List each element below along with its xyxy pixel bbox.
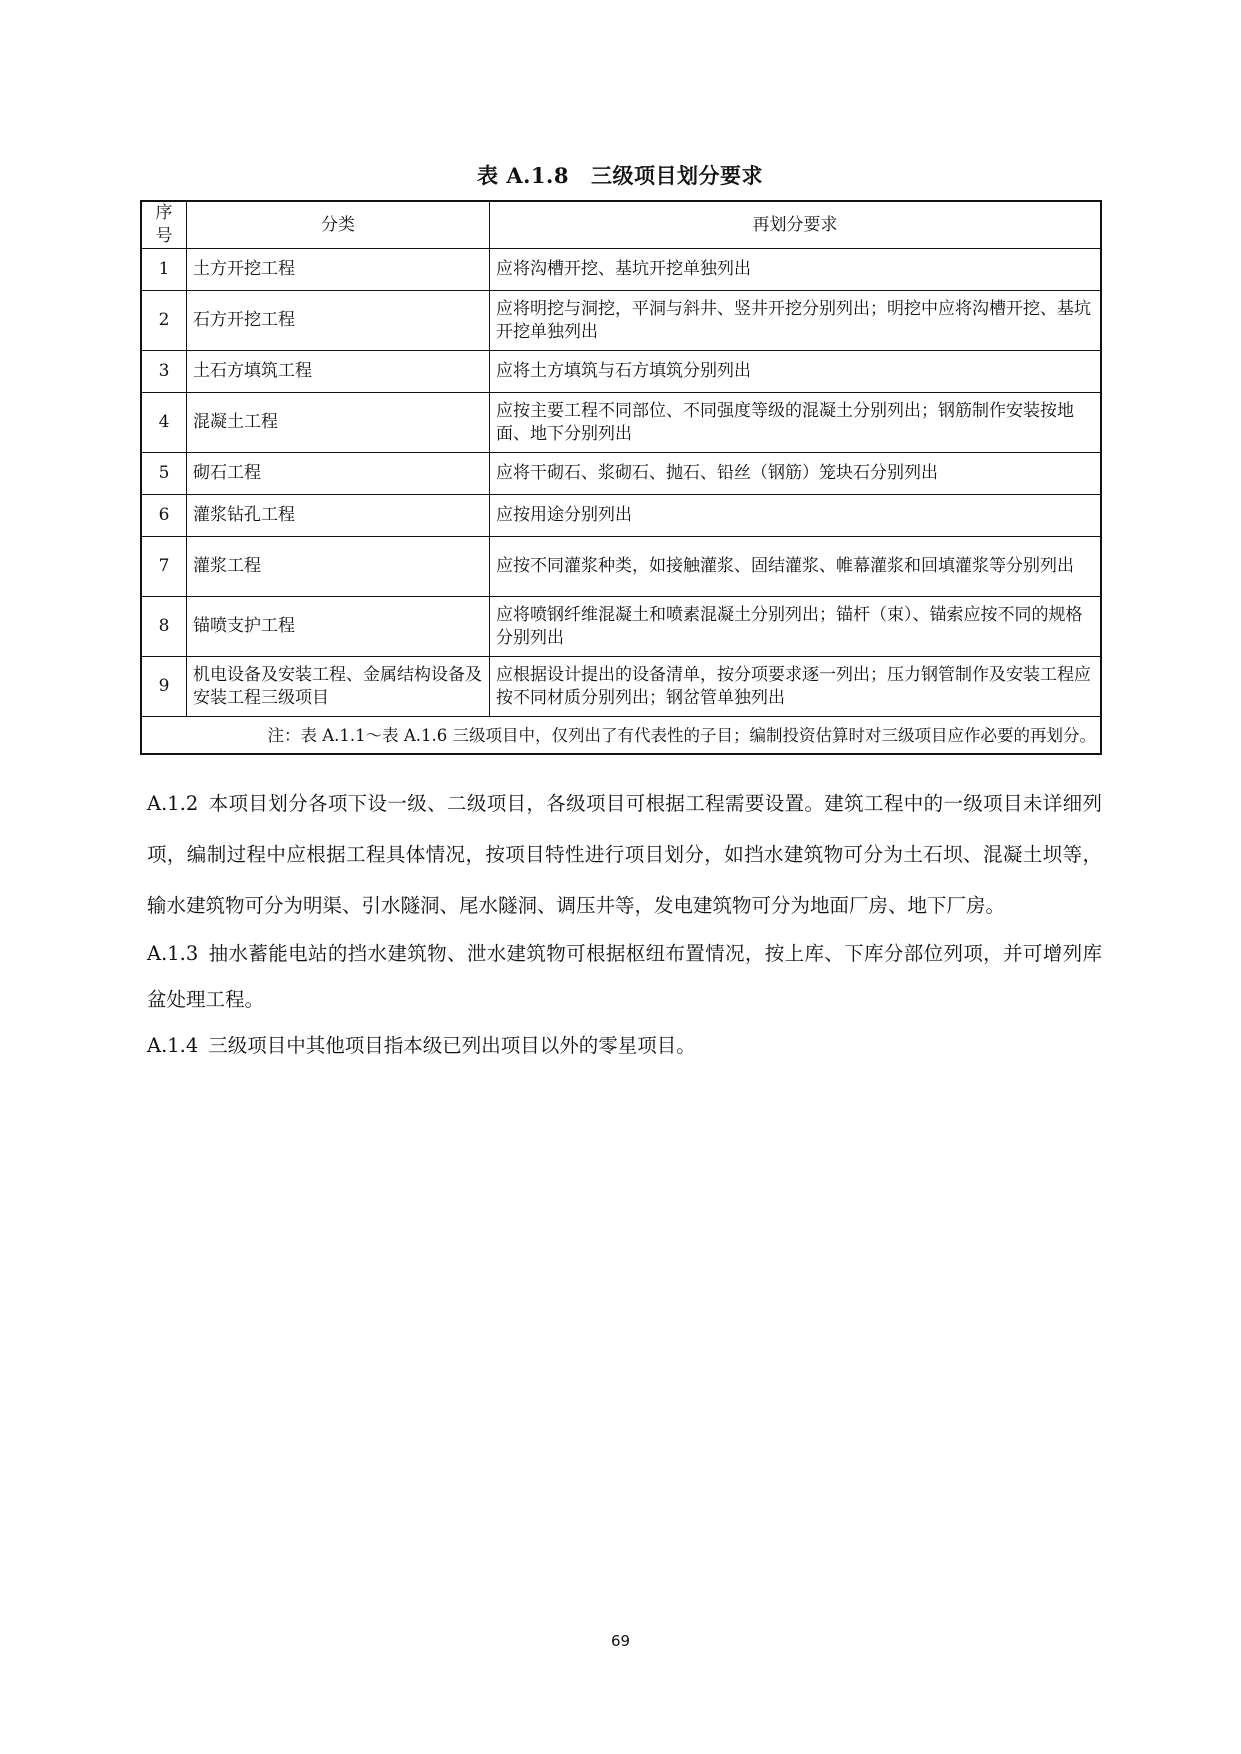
row-number: 5 — [141, 453, 187, 495]
row-number: 8 — [141, 597, 187, 657]
clause-number: A.1.4 — [147, 1034, 199, 1057]
page-number: 69 — [610, 1632, 631, 1650]
table-row — [141, 597, 1101, 657]
row-number: 6 — [141, 495, 187, 537]
row-category: 锚喷支护工程 — [187, 597, 490, 657]
row-number: 7 — [141, 537, 187, 597]
header-category: 分类 — [187, 201, 490, 249]
row-number: 1 — [141, 249, 187, 291]
table-header-row — [141, 201, 1101, 249]
row-category: 石方开挖工程 — [187, 291, 490, 351]
row-category: 砌石工程 — [187, 453, 490, 495]
row-requirement: 应将喷钢纤维混凝土和喷素混凝土分别列出；锚杆（束）、锚索应按不同的规格分别列出 — [490, 597, 1102, 657]
row-number: 2 — [141, 291, 187, 351]
paragraph — [147, 778, 1102, 931]
paragraph-text: 三级项目中其他项目指本级已列出项目以外的零星项目。 — [208, 1034, 696, 1057]
table-row — [141, 291, 1101, 351]
row-requirement: 应按用途分别列出 — [490, 495, 1102, 537]
row-category: 灌浆钻孔工程 — [187, 495, 490, 537]
row-requirement: 应将土方填筑与石方填筑分别列出 — [490, 351, 1102, 393]
clause-number: A.1.3 — [147, 942, 199, 965]
row-category: 混凝土工程 — [187, 393, 490, 453]
table-row — [141, 657, 1101, 717]
body-text — [147, 778, 1102, 1069]
table-title-text: 三级项目划分要求 — [590, 163, 763, 188]
table-row — [141, 351, 1101, 393]
row-requirement: 应将明挖与洞挖，平洞与斜井、竖井开挖分别列出；明挖中应将沟槽开挖、基坑开挖单独列出 — [490, 291, 1102, 351]
table-code: 表 A.1.8 — [477, 163, 569, 188]
row-requirement: 应按主要工程不同部位、不同强度等级的混凝土分别列出；钢筋制作安装按地面、地下分别列出 — [490, 393, 1102, 453]
header-serial: 序号 — [141, 201, 187, 249]
row-category: 土方开挖工程 — [187, 249, 490, 291]
table-note-row — [141, 717, 1101, 755]
table-row — [141, 249, 1101, 291]
paragraph — [147, 931, 1102, 1023]
table-row — [141, 453, 1101, 495]
row-category: 机电设备及安装工程、金属结构设备及安装工程三级项目 — [187, 657, 490, 717]
header-requirement: 再划分要求 — [490, 201, 1102, 249]
clause-number: A.1.2 — [147, 792, 199, 815]
table-row — [141, 495, 1101, 537]
row-requirement: 应将沟槽开挖、基坑开挖单独列出 — [490, 249, 1102, 291]
row-category: 土石方填筑工程 — [187, 351, 490, 393]
row-requirement: 应根据设计提出的设备清单，按分项要求逐一列出；压力钢管制作及安装工程应按不同材质分别列出；钢岔管单独列出 — [490, 657, 1102, 717]
table-title — [140, 160, 1100, 190]
table-note: 注：表 A.1.1～表 A.1.6 三级项目中，仅列出了有代表性的子目；编制投资估算时对三级项目应作必要的再划分。 — [141, 717, 1101, 755]
paragraph-text: 抽水蓄能电站的挡水建筑物、泄水建筑物可根据枢纽布置情况，按上库、下库分部位列项，并可增列库盆处理工程。 — [147, 942, 1102, 1011]
table-row — [141, 393, 1101, 453]
row-number: 9 — [141, 657, 187, 717]
row-number: 3 — [141, 351, 187, 393]
row-category: 灌浆工程 — [187, 537, 490, 597]
paragraph — [147, 1023, 1102, 1069]
row-requirement: 应将干砌石、浆砌石、抛石、铅丝（钢筋）笼块石分别列出 — [490, 453, 1102, 495]
table-row — [141, 537, 1101, 597]
row-number: 4 — [141, 393, 187, 453]
row-requirement: 应按不同灌浆种类，如接触灌浆、固结灌浆、帷幕灌浆和回填灌浆等分别列出 — [490, 537, 1102, 597]
paragraph-text: 本项目划分各项下设一级、二级项目，各级项目可根据工程需要设置。建筑工程中的一级项目未详细列项，编制过程中应根据工程具体情况，按项目特性进行项目划分，如挡水建筑物可分为土石坝、混凝土坝等，输水建筑物可分为明渠、引水隧洞、尾水隧洞、调压井等，发电建筑物可分为地面厂房、地下厂房。 — [147, 792, 1102, 917]
requirements-table — [140, 200, 1102, 755]
